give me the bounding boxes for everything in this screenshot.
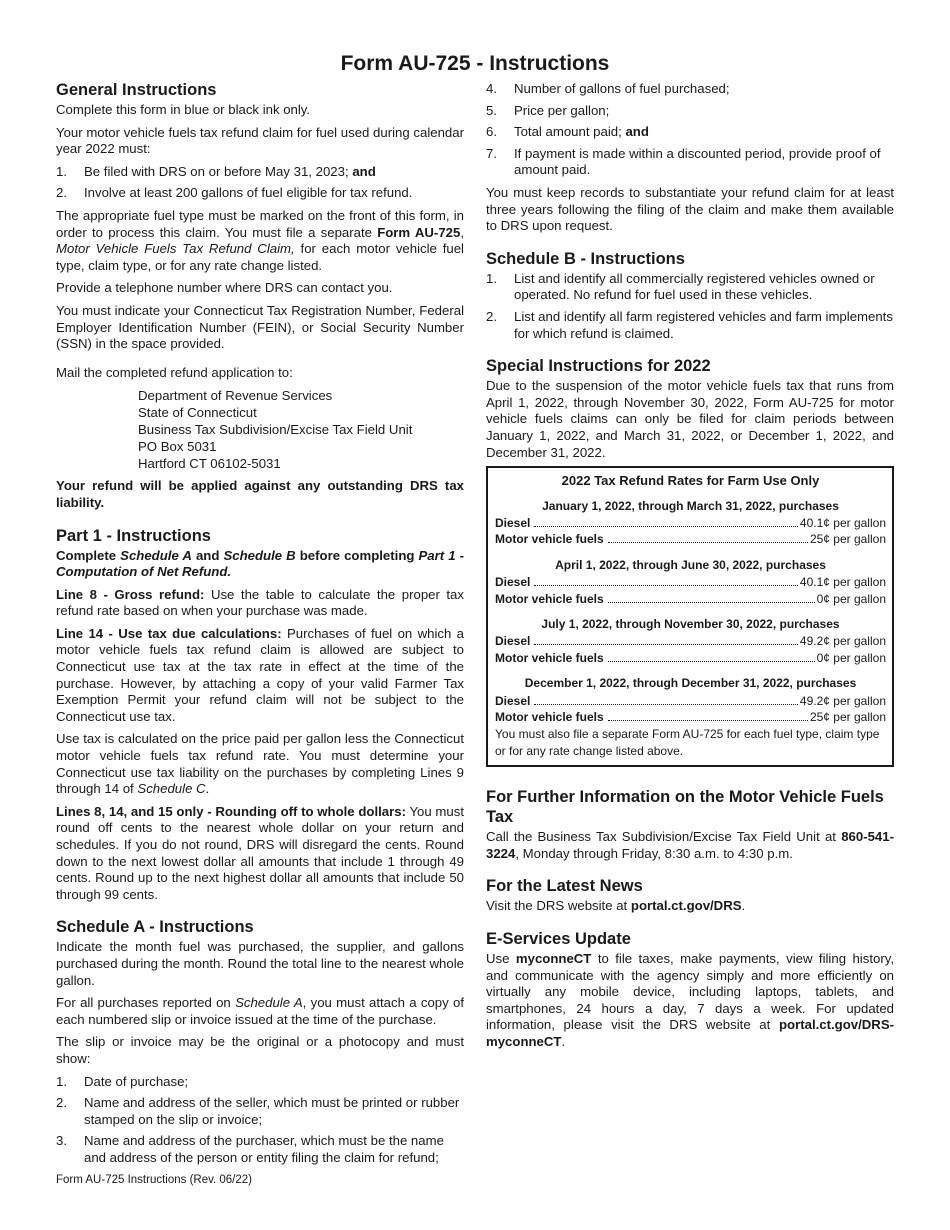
list-item: 2. Involve at least 200 gallons of fuel eligible for tax refund. bbox=[56, 185, 413, 201]
diesel-rate-row: Diesel 49.2¢ per gallon bbox=[495, 693, 886, 708]
mv-rate-row: Motor vehicle fuels 0¢ per gallon bbox=[495, 591, 886, 606]
rounding-instructions: Lines 8, 14, and 15 only - Rounding off to whole dollars: You must round off cents to the nearest whole dollar on your return and schedules. If you do not round, DRS will disregard the cents. Round down to the next lowest dollar all amounts that include 1 through 49 cents. Round up to the next highest dollar all amounts that include 50 through 99 cents. bbox=[56, 803, 464, 902]
list-item: 6. Total amount paid; and bbox=[486, 124, 649, 140]
part1-complete: Complete Schedule A and Schedule B before completing Part 1 - Computation of Net Refund. bbox=[56, 547, 464, 580]
eservices-heading: E-Services Update bbox=[486, 929, 631, 948]
eservices-text: Use myconneCT to file taxes, make payments, view filing history, and communicate with the agency simply and more efficiently on virtually any mobile device, including laptops, tablets, and smartphones, 24 hours a day, 7 days a week. For updated information, please visit the DRS website at portal.ct.gov/DRS-myconneCT. bbox=[486, 950, 895, 1049]
list-item: 2. Name and address of the seller, which must be printed or rubber stamped on the slip or invoice; bbox=[56, 1095, 460, 1127]
line8-instructions: Line 8 - Gross refund: Use the table to calculate the proper tax refund rate based on when your purchase was made. bbox=[56, 586, 464, 619]
rate-period bbox=[495, 498, 886, 548]
mail-note: Mail the completed refund application to: bbox=[56, 364, 293, 380]
rate-period bbox=[495, 616, 886, 666]
right-column bbox=[486, 81, 894, 1057]
address-line: Hartford CT 06102-5031 bbox=[138, 456, 281, 472]
id-note: You must indicate your Connecticut Tax Registration Number, Federal Employer Identification Number (FEIN), or Social Security Number (SSN) in the space provided. bbox=[56, 302, 464, 352]
list-item: 2. List and identify all farm registered vehicles and farm implements for which refund is claimed. bbox=[486, 308, 893, 341]
list-item: 1. List and identify all commercially registered vehicles owned or operated. No refund for fuel used in these vehicles. bbox=[486, 270, 875, 303]
refund-note: Your refund will be applied against any outstanding DRS tax liability. bbox=[56, 478, 464, 510]
diesel-rate-row: Diesel 40.1¢ per gallon bbox=[495, 515, 886, 530]
rates-title: 2022 Tax Refund Rates for Farm Use Only bbox=[561, 473, 820, 489]
rate-period bbox=[495, 675, 886, 725]
claim-intro: Your motor vehicle fuels tax refund claim for fuel used during calendar year 2022 must: bbox=[56, 124, 464, 157]
schedule-b-heading: Schedule B - Instructions bbox=[486, 249, 685, 268]
footer: Form AU-725 Instructions (Rev. 06/22) bbox=[56, 1174, 252, 1186]
mailing-address bbox=[138, 387, 464, 472]
period-title: April 1, 2022, through June 30, 2022, purchases bbox=[555, 557, 826, 572]
list-item: 7. If payment is made within a discounted period, provide proof of amount paid. bbox=[486, 145, 881, 178]
schedule-a-intro: Indicate the month fuel was purchased, the supplier, and gallons purchased during the month. Round the total line to the nearest whole gallon. bbox=[56, 939, 464, 988]
period-title: January 1, 2022, through March 31, 2022, purchases bbox=[542, 498, 839, 513]
records-note: You must keep records to substantiate your refund claim for at least three years following the filing of the claim and make them available to DRS upon request. bbox=[486, 184, 894, 234]
diesel-rate-row: Diesel 49.2¢ per gallon bbox=[495, 634, 886, 649]
further-info-text: Call the Business Tax Subdivision/Excise Tax Field Unit at 860-541-3224, Monday through Friday, 8:30 a.m. to 4:30 p.m. bbox=[486, 829, 894, 861]
list-item: 1. Date of purchase; bbox=[56, 1073, 189, 1089]
schedule-a-slip: The slip or invoice may be the original or a photocopy and must show: bbox=[56, 1034, 464, 1066]
refund-rates-table bbox=[486, 466, 894, 767]
rates-note: You must also file a separate Form AU-725 for each fuel type, claim type or for any rate change listed above. bbox=[495, 727, 880, 758]
diesel-rate-row: Diesel 40.1¢ per gallon bbox=[495, 575, 886, 590]
ink-note: Complete this form in blue or black ink only. bbox=[56, 102, 311, 117]
schedule-a-heading: Schedule A - Instructions bbox=[56, 918, 254, 937]
special-text: Due to the suspension of the motor vehicle fuels tax that runs from April 1, 2022, through November 30, 2022, Form AU-725 for motor vehicle fuels claims can only be filed for claim periods between January 1, 2022, and March 31, 2022, or December 1, 2022, and December 31, 2022. bbox=[486, 378, 894, 460]
latest-news-text: Visit the DRS website at portal.ct.gov/DRS. bbox=[486, 898, 746, 914]
schedule-b-items bbox=[486, 271, 894, 342]
schedule-a-items bbox=[56, 1074, 464, 1167]
schedule-a-items-continued bbox=[486, 81, 894, 179]
address-line: Department of Revenue Services bbox=[138, 388, 333, 404]
use-tax-note: Use tax is calculated on the price paid per gallon less the Connecticut motor vehicle fuels tax refund rate. You must determine your Connecticut use tax liability on the purchases by completing Lines 9 through 14 of Schedule C. bbox=[56, 731, 464, 797]
period-title: July 1, 2022, through November 30, 2022, purchases bbox=[541, 616, 840, 631]
fuel-type-note: The appropriate fuel type must be marked on the front of this form, in order to process this claim. You must file a separate Form AU-725, Motor Vehicle Fuels Tax Refund Claim, for each motor vehicle fuel type, claim type, or for any rate change listed. bbox=[56, 207, 464, 273]
myconnect-link[interactable]: portal.ct.gov/DRS-myconneCT bbox=[486, 1017, 895, 1049]
list-item: 1. Be filed with DRS on or before May 31, 2023; and bbox=[56, 163, 376, 179]
latest-news-heading: For the Latest News bbox=[486, 877, 643, 896]
address-line: Business Tax Subdivision/Excise Tax Field Unit bbox=[138, 422, 413, 438]
page-title: Form AU-725 - Instructions bbox=[340, 52, 610, 75]
rate-period bbox=[495, 557, 886, 607]
phone-note: Provide a telephone number where DRS can contact you. bbox=[56, 280, 393, 296]
general-heading: General Instructions bbox=[56, 81, 217, 99]
schedule-a-attach: For all purchases reported on Schedule A, you must attach a copy of each numbered slip or invoice issued at the time of the purchase. bbox=[56, 995, 464, 1027]
mv-rate-row: Motor vehicle fuels 0¢ per gallon bbox=[495, 650, 886, 665]
special-heading: Special Instructions for 2022 bbox=[486, 357, 711, 376]
part1-heading: Part 1 - Instructions bbox=[56, 526, 211, 545]
further-info-heading: For Further Information on the Motor Vehicle Fuels Tax bbox=[486, 788, 884, 827]
line14-instructions: Line 14 - Use tax due calculations: Purchases of fuel on which a motor vehicle fuels tax refund claim is allowed are subject to Connecticut use tax at the tax rate in effect at the time of the purchase. However, by attaching a copy of your valid Farmer Tax Exemption Permit your refund claim will not be subject to the Connecticut use tax. bbox=[56, 625, 464, 724]
list-item: 4. Number of gallons of fuel purchased; bbox=[486, 81, 730, 96]
drs-website-link[interactable]: portal.ct.gov/DRS bbox=[630, 898, 742, 914]
mv-rate-row: Motor vehicle fuels 25¢ per gallon bbox=[495, 709, 886, 724]
list-item: 3. Name and address of the purchaser, which must be the name and address of the person or entity filing the claim for refund; bbox=[56, 1133, 444, 1165]
mv-rate-row: Motor vehicle fuels 25¢ per gallon bbox=[495, 532, 886, 547]
period-title: December 1, 2022, through December 31, 2022, purchases bbox=[524, 676, 857, 691]
address-line: PO Box 5031 bbox=[138, 439, 217, 455]
left-column bbox=[56, 80, 464, 1173]
address-line: State of Connecticut bbox=[138, 405, 257, 421]
claim-requirements bbox=[56, 164, 464, 202]
list-item: 5. Price per gallon; bbox=[486, 102, 610, 118]
